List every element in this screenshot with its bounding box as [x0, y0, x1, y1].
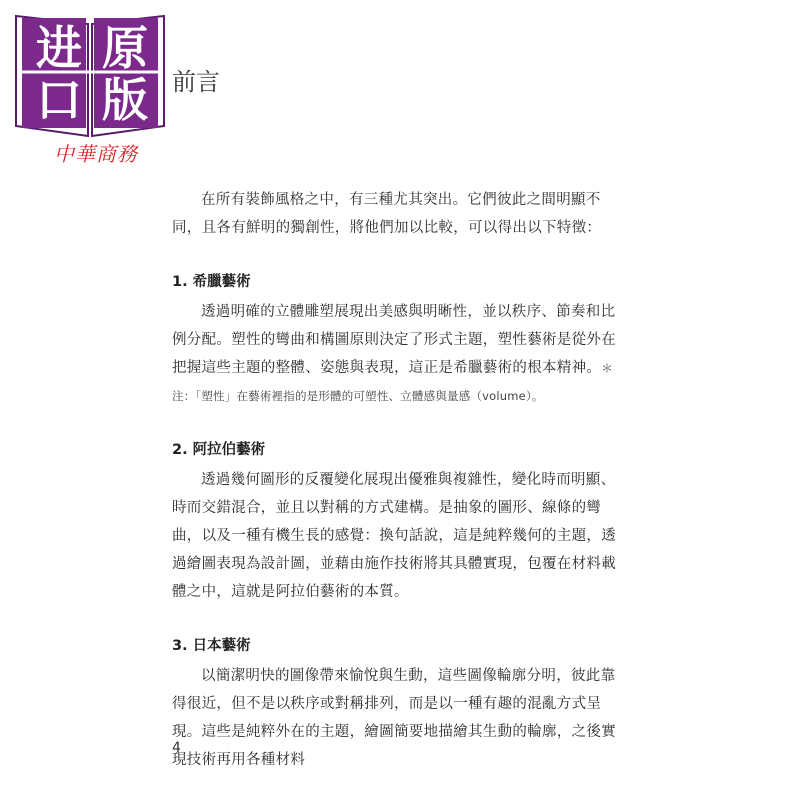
badge-char-kou: 口 — [36, 73, 82, 127]
import-original-badge — [14, 10, 166, 186]
section-paragraph: 以簡潔明快的圖像帶來愉悅與生動，這些圖像輪廓分明，彼此靠得很近，但不是以秩序或對稱排列，而是以一種有趣的混亂方式呈現。這些是純粹外在的主題，繪圖簡要地描繪其生動的輪廓，之後實現技術再用各種材料 — [172, 668, 616, 768]
page-number: 4 — [172, 740, 181, 756]
section-greek-art — [172, 268, 630, 410]
section-paragraph — [172, 298, 630, 410]
badge-char-yuan: 原 — [102, 21, 148, 75]
section-arabic-art — [172, 436, 630, 606]
section-japanese-art — [172, 632, 630, 774]
badge-char-ban: 版 — [102, 73, 148, 127]
footnote-text: ＊注：「塑性」在藝術裡指的是形體的可塑性、立體感與量感（volume）。 — [172, 361, 613, 403]
publisher-logo-text: 中華商務 — [54, 142, 138, 166]
section-heading: 1. 希臘藝術 — [172, 274, 251, 290]
section-paragraph: 透過幾何圖形的反覆變化展現出優雅與複雜性，變化時而明顯、時而交錯混合，並且以對稱的方式建構。是抽象的圖形、線條的彎曲，以及一種有機生長的感覺：換句話說，這是純粹幾何的主題，透過繪圖表現為設計圖，並藉由施作技術將其具體實現，包覆在材料載體之中，這就是阿拉伯藝術的本質。 — [172, 472, 616, 600]
badge-char-jin: 进 — [36, 21, 82, 75]
section-heading: 3. 日本藝術 — [172, 638, 251, 654]
section-heading: 2. 阿拉伯藝術 — [172, 442, 266, 458]
page-body — [172, 186, 630, 774]
intro-paragraph: 在所有裝飾風格之中，有三種尤其突出。它們彼此之間明顯不同，且各有鮮明的獨創性，將他們加以比較，可以得出以下特徵： — [172, 192, 602, 236]
section-text: 透過明確的立體雕塑展現出美感與明晰性，並以秩序、節奏和比例分配。塑性的彎曲和構圖原則決定了形式主題，塑性藝術是從外在把握這些主題的整體、姿態與表現，這正是希臘藝術的根本精神。 — [172, 304, 616, 376]
page-title: 前言 — [172, 68, 220, 96]
